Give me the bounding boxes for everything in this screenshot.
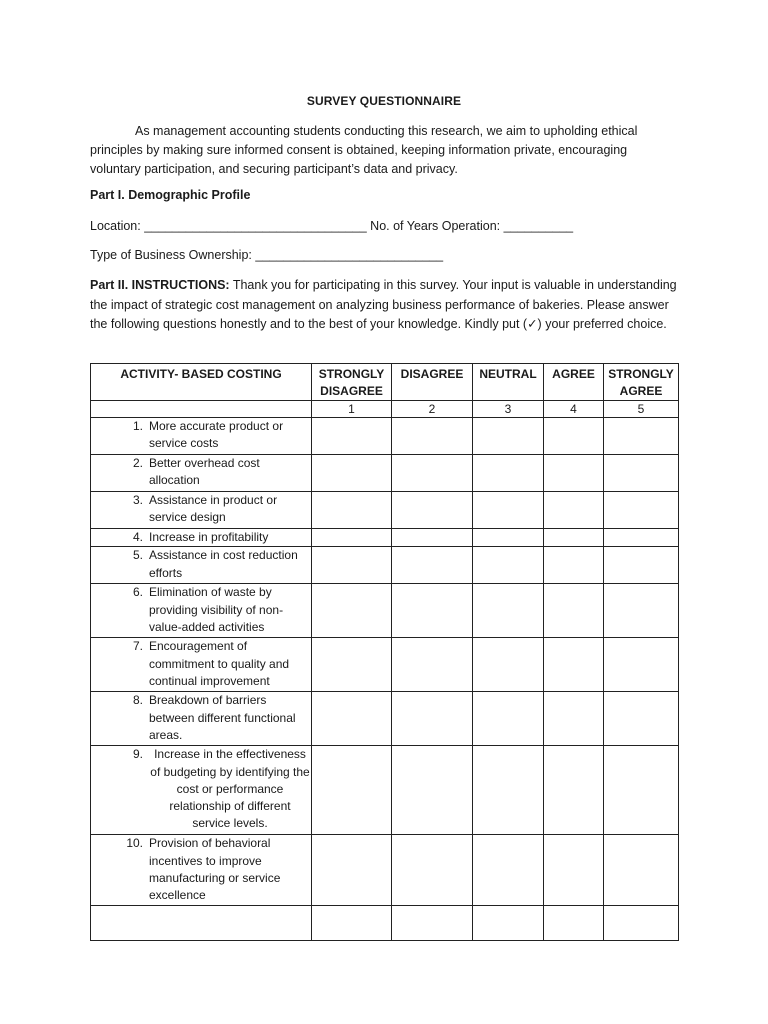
location-label: Location: <box>90 219 141 233</box>
item-cell <box>91 746 312 835</box>
rating-cell[interactable] <box>312 638 392 692</box>
table-row <box>91 638 679 692</box>
rating-cell[interactable] <box>604 529 679 547</box>
rating-cell[interactable] <box>312 746 392 835</box>
table-row <box>91 455 679 492</box>
rating-cell[interactable] <box>392 529 473 547</box>
rating-cell[interactable] <box>312 835 392 906</box>
location-field[interactable]: ________________________________ <box>144 219 367 233</box>
list-item <box>91 418 311 453</box>
rating-cell[interactable] <box>473 455 544 492</box>
scale-number: 1 <box>312 401 392 418</box>
item-number: 4. <box>132 530 143 544</box>
part1-heading: Part I. Demographic Profile <box>90 188 251 202</box>
rating-cell[interactable] <box>392 492 473 529</box>
table-row <box>91 835 679 906</box>
list-item <box>91 492 311 527</box>
rating-cell[interactable] <box>604 906 679 941</box>
scale-row <box>91 401 679 418</box>
table-row <box>91 746 679 835</box>
rating-cell[interactable] <box>604 835 679 906</box>
part2-instructions <box>90 276 680 335</box>
table-row <box>91 492 679 529</box>
table-row <box>91 529 679 547</box>
list-item <box>91 455 311 490</box>
item-number: 1. <box>132 419 143 433</box>
rating-cell[interactable] <box>544 455 604 492</box>
list-item <box>91 746 311 832</box>
scale-number: 5 <box>604 401 679 418</box>
ownership-label: Type of Business Ownership: <box>90 248 252 262</box>
years-operation-field[interactable]: __________ <box>503 219 574 233</box>
item-cell <box>91 492 312 529</box>
rating-cell[interactable] <box>392 692 473 746</box>
column-header: STRONGLY AGREE <box>604 364 679 401</box>
rating-cell[interactable] <box>312 547 392 584</box>
item-number: 2. <box>132 456 143 470</box>
likert-table <box>90 363 679 941</box>
rating-cell[interactable] <box>392 547 473 584</box>
item-number: 7. <box>132 639 143 654</box>
list-item <box>91 547 311 582</box>
part2-text: Thank you for participating in this survey. Your input is valuable in understanding the impact of strategic cost management on analyzing business performance of bakeries. Please answer the following questions honestly and to the best of your knowledge. Kindly put (✓) your preferred choice. <box>90 278 677 331</box>
rating-cell[interactable] <box>604 492 679 529</box>
item-cell <box>91 547 312 584</box>
rating-cell[interactable] <box>544 547 604 584</box>
rating-cell[interactable] <box>473 835 544 906</box>
rating-cell[interactable] <box>473 746 544 835</box>
item-cell <box>91 692 312 746</box>
list-item <box>91 638 311 690</box>
item-text: More accurate product or service costs <box>149 419 284 451</box>
item-cell <box>91 529 312 547</box>
list-item <box>91 692 311 744</box>
table-row <box>91 692 679 746</box>
item-text: Elimination of waste by providing visibility of non-value-added activities <box>149 585 284 634</box>
rating-cell[interactable] <box>544 529 604 547</box>
rating-cell[interactable] <box>312 529 392 547</box>
item-text: Provision of behavioral incentives to improve manufacturing or service excellence <box>149 836 281 903</box>
rating-cell[interactable] <box>604 638 679 692</box>
item-number: 3. <box>132 493 143 507</box>
rating-cell[interactable] <box>604 692 679 746</box>
intro-text: As management accounting students conducting this research, we aim to upholding ethical principles by making sure informed consent is obtained, keeping information private, encouraging voluntary participation, and securing participant’s data and privacy. <box>90 124 638 176</box>
rating-cell[interactable] <box>544 492 604 529</box>
list-item <box>91 529 311 546</box>
rating-cell[interactable] <box>604 418 679 455</box>
item-cell <box>91 835 312 906</box>
rating-cell[interactable] <box>473 492 544 529</box>
scale-number: 3 <box>473 401 544 418</box>
rating-cell[interactable] <box>312 418 392 455</box>
empty-table-row <box>91 906 679 941</box>
table-row <box>91 418 679 455</box>
item-number: 6. <box>132 585 143 600</box>
rating-cell[interactable] <box>544 746 604 835</box>
rating-cell[interactable] <box>312 492 392 529</box>
rating-cell[interactable] <box>604 746 679 835</box>
item-cell <box>91 638 312 692</box>
rating-cell[interactable] <box>604 547 679 584</box>
item-number: 8. <box>132 693 143 708</box>
item-text: Assistance in cost reduction efforts <box>149 548 298 580</box>
rating-cell[interactable] <box>473 529 544 547</box>
item-cell <box>91 418 312 455</box>
rating-cell[interactable] <box>544 835 604 906</box>
column-header: STRONGLY DISAGREE <box>312 364 392 401</box>
item-text: Increase in the effectiveness of budgeting by identifying the cost or performance relationship of different service levels. <box>150 747 310 831</box>
rating-cell[interactable] <box>604 455 679 492</box>
rating-cell[interactable] <box>544 418 604 455</box>
item-text: Increase in profitability <box>149 530 269 544</box>
scale-number: 4 <box>544 401 604 418</box>
rating-cell[interactable] <box>392 746 473 835</box>
rating-cell[interactable] <box>604 584 679 638</box>
rating-cell[interactable] <box>473 906 544 941</box>
rating-cell[interactable] <box>544 584 604 638</box>
rating-cell[interactable] <box>392 584 473 638</box>
rating-cell[interactable] <box>392 455 473 492</box>
rating-cell[interactable] <box>473 638 544 692</box>
item-text: Assistance in product or service design <box>149 493 278 525</box>
item-number: 9. <box>132 747 143 762</box>
intro-paragraph <box>90 122 680 179</box>
rating-cell[interactable] <box>392 906 473 941</box>
rating-cell[interactable] <box>544 692 604 746</box>
item-number: 10. <box>126 836 143 851</box>
item-cell <box>91 584 312 638</box>
activity-header: ACTIVITY- BASED COSTING <box>91 364 312 401</box>
item-cell <box>91 906 312 941</box>
rating-cell[interactable] <box>544 906 604 941</box>
rating-cell[interactable] <box>473 547 544 584</box>
ownership-line <box>90 248 443 262</box>
list-item <box>91 835 311 904</box>
part2-heading: Part II. INSTRUCTIONS: <box>90 278 230 292</box>
rating-cell[interactable] <box>473 418 544 455</box>
item-text: Encouragement of commitment to quality and continual improvement <box>149 639 290 688</box>
rating-cell[interactable] <box>473 584 544 638</box>
rating-cell[interactable] <box>544 638 604 692</box>
rating-cell[interactable] <box>312 455 392 492</box>
location-line <box>90 219 573 233</box>
years-operation-label: No. of Years Operation: <box>370 219 501 233</box>
rating-cell[interactable] <box>312 584 392 638</box>
rating-cell[interactable] <box>392 835 473 906</box>
scale-number: 2 <box>392 401 473 418</box>
column-header: DISAGREE <box>392 364 473 401</box>
item-number: 5. <box>132 548 143 563</box>
header-row <box>91 364 679 401</box>
rating-cell[interactable] <box>392 418 473 455</box>
table-row <box>91 584 679 638</box>
scale-blank <box>91 401 312 418</box>
page-title: SURVEY QUESTIONNAIRE <box>306 94 462 108</box>
item-text: Breakdown of barriers between different functional areas. <box>149 693 296 742</box>
rating-cell[interactable] <box>312 692 392 746</box>
table-row <box>91 547 679 584</box>
item-cell <box>91 455 312 492</box>
ownership-field[interactable]: ___________________________ <box>255 248 444 262</box>
rating-cell[interactable] <box>312 906 392 941</box>
column-header: NEUTRAL <box>473 364 544 401</box>
column-header: AGREE <box>544 364 604 401</box>
rating-cell[interactable] <box>473 692 544 746</box>
item-text: Better overhead cost allocation <box>149 456 260 488</box>
rating-cell[interactable] <box>392 638 473 692</box>
list-item <box>91 584 311 636</box>
